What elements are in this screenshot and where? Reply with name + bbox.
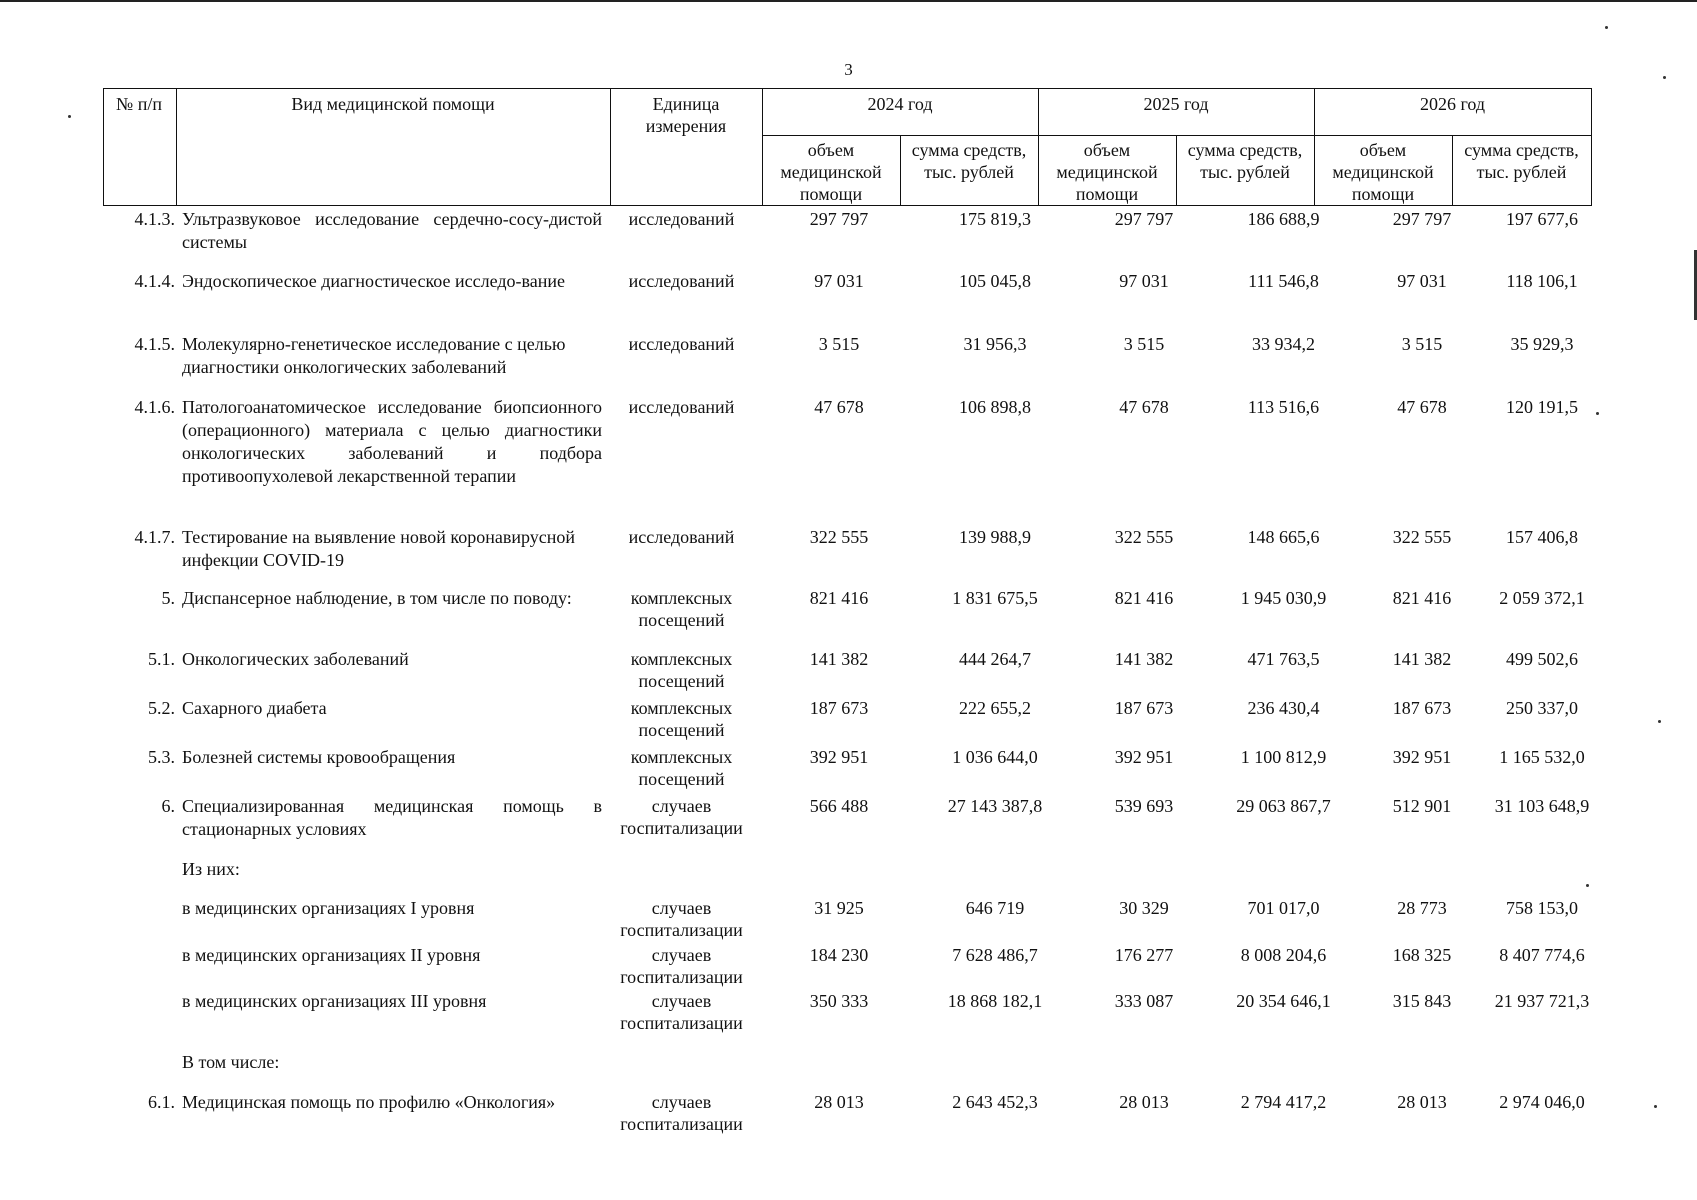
volume-2025: 322 555 xyxy=(1114,527,1174,547)
scan-speck xyxy=(1605,26,1608,29)
volume-2024: 821 416 xyxy=(809,588,869,608)
row-unit: комплексных посещений xyxy=(630,747,733,789)
header-divider xyxy=(1038,89,1039,205)
sum-2026: 118 106,1 xyxy=(1506,271,1578,291)
volume-2024: 141 382 xyxy=(809,649,869,669)
row-name: Из них: xyxy=(182,859,240,879)
volume-2026: 322 555 xyxy=(1392,527,1452,547)
sum-2025: 701 017,0 xyxy=(1247,898,1320,918)
sum-2026: 120 191,5 xyxy=(1506,397,1578,417)
row-unit: исследований xyxy=(628,271,735,291)
row-unit: исследований xyxy=(628,397,735,417)
sum-2026: 157 406,8 xyxy=(1506,527,1578,547)
page-number: 3 xyxy=(844,60,853,79)
header-divider xyxy=(176,89,177,205)
sum-2026: 35 929,3 xyxy=(1510,334,1574,354)
row-name: Патологоанатомическое исследование биопсионного (операционного) материала с целью диагностики онкологических заболеваний и подбора противоопухолевой лекарственной терапии xyxy=(182,397,602,486)
header-divider xyxy=(610,89,611,205)
row-name: Ультразвуковое исследование сердечно-сосу-дистой системы xyxy=(182,209,602,252)
row-number: 4.1.5. xyxy=(134,334,175,354)
sum-2025: 148 665,6 xyxy=(1247,527,1320,547)
volume-2025: 47 678 xyxy=(1119,397,1169,417)
sum-2026: 2 974 046,0 xyxy=(1499,1092,1585,1112)
row-unit: комплексных посещений xyxy=(630,698,733,740)
row-unit: комплексных посещений xyxy=(630,588,733,630)
row-number: 4.1.7. xyxy=(134,527,175,547)
sum-2025: 111 546,8 xyxy=(1248,271,1319,291)
sum-2025: 471 763,5 xyxy=(1247,649,1320,669)
header-divider xyxy=(1452,135,1453,205)
sum-2024: 222 655,2 xyxy=(959,698,1031,718)
sum-2024: 444 264,7 xyxy=(959,649,1031,669)
volume-2024: 184 230 xyxy=(809,945,869,965)
row-name: Онкологических заболеваний xyxy=(182,649,409,669)
sum-2025: 1 100 812,9 xyxy=(1240,747,1327,767)
sum-2026: 499 502,6 xyxy=(1506,649,1578,669)
row-unit: случаев госпитализации xyxy=(620,945,743,987)
row-unit: случаев госпитализации xyxy=(620,796,743,838)
volume-2025: 3 515 xyxy=(1123,334,1165,354)
volume-2026: 141 382 xyxy=(1392,649,1452,669)
row-name: Молекулярно-генетическое исследование с целью диагностики онкологических заболеваний xyxy=(182,334,566,377)
header-year-2024: 2024 год xyxy=(867,94,933,114)
row-number: 6. xyxy=(161,796,175,816)
sum-2024: 18 868 182,1 xyxy=(947,991,1043,1011)
volume-2024: 31 925 xyxy=(814,898,864,918)
row-name: Медицинская помощь по профилю «Онкология» xyxy=(182,1092,556,1112)
top-border-line xyxy=(0,0,1697,2)
row-unit: комплексных посещений xyxy=(630,649,733,691)
row-unit: исследований xyxy=(628,527,735,547)
volume-2025: 176 277 xyxy=(1114,945,1174,965)
sum-2024: 139 988,9 xyxy=(959,527,1031,547)
medical-care-table xyxy=(103,88,1592,1134)
volume-2024: 3 515 xyxy=(818,334,860,354)
sum-2025: 20 354 646,1 xyxy=(1236,991,1331,1011)
row-name: Болезней системы кровообращения xyxy=(182,747,456,767)
scan-speck xyxy=(1596,412,1599,415)
row-unit: исследований xyxy=(628,334,735,354)
row-number: 4.1.3. xyxy=(134,209,175,229)
sum-2025: 236 430,4 xyxy=(1247,698,1320,718)
header-divider xyxy=(1314,89,1315,205)
header-volume-2025: объем медицинской помощи xyxy=(1056,140,1158,204)
sum-2024: 7 628 486,7 xyxy=(952,945,1038,965)
scan-speck xyxy=(68,115,71,118)
sum-2026: 1 165 532,0 xyxy=(1499,747,1585,767)
sum-2024: 106 898,8 xyxy=(959,397,1031,417)
header-divider xyxy=(1176,135,1177,205)
row-number: 4.1.6. xyxy=(134,397,175,417)
header-sum-2025: сумма средств, тыс. рублей xyxy=(1187,140,1303,182)
volume-2025: 821 416 xyxy=(1114,588,1174,608)
header-unit: Единица измерения xyxy=(645,94,727,136)
scan-speck xyxy=(1654,1105,1657,1108)
row-unit: исследований xyxy=(628,209,735,229)
volume-2025: 141 382 xyxy=(1114,649,1174,669)
volume-2026: 392 951 xyxy=(1392,747,1452,767)
volume-2024: 566 488 xyxy=(809,796,869,816)
header-sum-2026: сумма средств, тыс. рублей xyxy=(1464,140,1579,182)
sum-2025: 2 794 417,2 xyxy=(1240,1092,1327,1112)
sum-2024: 175 819,3 xyxy=(959,209,1031,229)
sum-2025: 33 934,2 xyxy=(1252,334,1315,354)
volume-2025: 333 087 xyxy=(1114,991,1174,1011)
row-name: Тестирование на выявление новой коронавирусной инфекции COVID-19 xyxy=(182,527,575,570)
row-unit: случаев госпитализации xyxy=(620,991,743,1033)
header-divider xyxy=(762,89,763,205)
sum-2024: 1 036 644,0 xyxy=(952,747,1038,767)
sum-2026: 21 937 721,3 xyxy=(1494,991,1590,1011)
volume-2026: 512 901 xyxy=(1392,796,1452,816)
sum-2026: 8 407 774,6 xyxy=(1499,945,1585,965)
volume-2025: 539 693 xyxy=(1114,796,1174,816)
header-volume-2024: объем медицинской помощи xyxy=(780,140,882,204)
volume-2025: 97 031 xyxy=(1119,271,1169,291)
sum-2024: 1 831 675,5 xyxy=(952,588,1038,608)
volume-2025: 30 329 xyxy=(1119,898,1169,918)
volume-2024: 392 951 xyxy=(809,747,869,767)
row-name: Эндоскопическое диагностическое исследо-вание xyxy=(182,271,565,291)
sum-2026: 31 103 648,9 xyxy=(1494,796,1590,816)
row-number: 5. xyxy=(161,588,175,608)
sum-2026: 2 059 372,1 xyxy=(1499,588,1585,608)
row-number: 6.1. xyxy=(148,1092,175,1112)
row-number: 4.1.4. xyxy=(134,271,175,291)
volume-2026: 97 031 xyxy=(1397,271,1447,291)
scan-speck xyxy=(1658,720,1661,723)
volume-2025: 187 673 xyxy=(1114,698,1174,718)
volume-2024: 322 555 xyxy=(809,527,869,547)
volume-2026: 168 325 xyxy=(1392,945,1452,965)
sum-2024: 105 045,8 xyxy=(959,271,1031,291)
header-divider xyxy=(900,135,901,205)
sum-2026: 758 153,0 xyxy=(1506,898,1578,918)
sum-2025: 1 945 030,9 xyxy=(1240,588,1327,608)
scan-speck xyxy=(1663,76,1666,79)
volume-2024: 97 031 xyxy=(814,271,864,291)
volume-2026: 3 515 xyxy=(1401,334,1443,354)
row-name: В том числе: xyxy=(182,1052,280,1072)
row-name: Сахарного диабета xyxy=(182,698,327,718)
volume-2025: 392 951 xyxy=(1114,747,1174,767)
row-name: Специализированная медицинская помощь в стационарных условиях xyxy=(182,796,602,839)
volume-2026: 187 673 xyxy=(1392,698,1452,718)
volume-2026: 47 678 xyxy=(1397,397,1447,417)
volume-2024: 350 333 xyxy=(809,991,869,1011)
row-unit: случаев госпитализации xyxy=(620,898,743,940)
row-unit: случаев госпитализации xyxy=(620,1092,743,1134)
volume-2025: 297 797 xyxy=(1114,209,1174,229)
header-year-2026: 2026 год xyxy=(1419,94,1486,114)
volume-2026: 297 797 xyxy=(1392,209,1452,229)
table-header xyxy=(103,88,1592,206)
sum-2024: 31 956,3 xyxy=(963,334,1027,354)
sum-2026: 197 677,6 xyxy=(1506,209,1578,229)
volume-2024: 187 673 xyxy=(809,698,869,718)
row-number: 5.1. xyxy=(148,649,175,669)
volume-2024: 28 013 xyxy=(814,1092,864,1112)
row-number: 5.3. xyxy=(148,747,175,767)
row-name: в медицинских организациях II уровня xyxy=(182,945,481,965)
row-number: 5.2. xyxy=(148,698,175,718)
sum-2024: 2 643 452,3 xyxy=(952,1092,1038,1112)
header-year-2025: 2025 год xyxy=(1143,94,1209,114)
sum-2025: 113 516,6 xyxy=(1247,397,1320,417)
header-care-type: Вид медицинской помощи xyxy=(291,94,495,114)
row-name: в медицинских организациях I уровня xyxy=(182,898,475,918)
sum-2025: 29 063 867,7 xyxy=(1236,796,1331,816)
row-name: в медицинских организациях III уровня xyxy=(182,991,487,1011)
volume-2026: 315 843 xyxy=(1392,991,1452,1011)
volume-2024: 297 797 xyxy=(809,209,869,229)
sum-2025: 186 688,9 xyxy=(1247,209,1320,229)
sum-2026: 250 337,0 xyxy=(1506,698,1578,718)
sum-2024: 646 719 xyxy=(965,898,1025,918)
volume-2026: 28 013 xyxy=(1397,1092,1447,1112)
scan-speck xyxy=(1586,884,1589,887)
header-volume-2026: объем медицинской помощи xyxy=(1332,140,1434,204)
volume-2026: 28 773 xyxy=(1397,898,1447,918)
volume-2025: 28 013 xyxy=(1119,1092,1169,1112)
sum-2025: 8 008 204,6 xyxy=(1240,945,1327,965)
header-number: № п/п xyxy=(116,94,162,114)
sum-2024: 27 143 387,8 xyxy=(947,796,1043,816)
volume-2024: 47 678 xyxy=(814,397,864,417)
header-divider xyxy=(762,135,1591,136)
row-name: Диспансерное наблюдение, в том числе по поводу: xyxy=(182,588,572,608)
volume-2026: 821 416 xyxy=(1392,588,1452,608)
header-sum-2024: сумма средств, тыс. рублей xyxy=(911,140,1027,182)
